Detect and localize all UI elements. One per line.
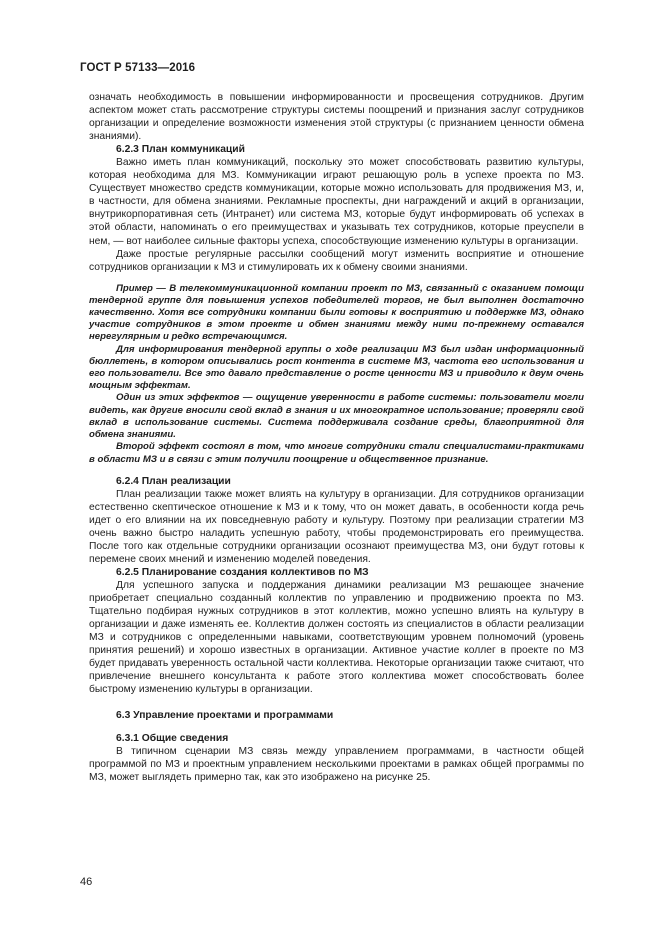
example-paragraph-2: Для информирования тендерной группы о ходе реализации МЗ был издан информационный бюллетень, в котором описывались рост контента в системе МЗ, частота его использования и его пользователи. Все это давало представление о росте ценности МЗ и приводило к двум очень мощным эффектам. (89, 343, 584, 392)
paragraph-implementation-plan: План реализации также может влиять на культуру в организации. Для сотрудников организации естественно скептическое отношение к МЗ и к тому, что он может давать, в особенности когда речь идет о его влиянии на их повседневную работу и культуру. Поэтому при реализации стратегии МЗ очень важно быстро наладить успешную работу, чтобы продемонстрировать его преимущества. После того как отдельные сотрудники организации осознают преимущества МЗ, они будут готовы к перемене своих мнений и изменению моделей поведения. (89, 488, 584, 565)
page-number: 46 (80, 876, 93, 888)
example-paragraph-4: Второй эффект состоял в том, что многие сотрудники стали специалистами-практиками в области МЗ и в связи с этим получили поощрение и общественное признание. (89, 441, 584, 465)
section-heading-6-3-1: 6.3.1 Общие сведения (116, 732, 229, 744)
section-heading-6-2-5: 6.2.5 Планирование создания коллективов по МЗ (116, 567, 369, 579)
document-header: ГОСТ Р 57133—2016 (80, 62, 196, 74)
paragraph-communications-plan: Важно иметь план коммуникаций, поскольку это может способствовать развитию культуры, которая необходима для МЗ. Коммуникации играют решающую роль в успехе проекта по МЗ. Существует множество средств коммуникации, которые можно использовать для продвижения МЗ, и, в частности, для обмена знаниями. Рекламные проспекты, дни награждений и акций в организации, внутрикорпоративная сеть (Интранет) или система МЗ, которые будут информировать об успехах в этой области, напоминать о его преимуществах и указывать тех сотрудников, которые преуспели в нем, — вот наиболее сильные факторы успеха, способствующие изменению культуры в организации. (89, 157, 584, 247)
section-heading-6-2-4: 6.2.4 План реализации (116, 475, 231, 487)
paragraph-team-planning: Для успешного запуска и поддержания динамики реализации МЗ решающее значение приобретает специально созданный коллектив по управлению и продвижению проекта по МЗ. Тщательно подбирая нужных сотрудников в этот коллектив, можно успешно влиять на культуру в организации и даже изменять ее. Коллектив должен состоять из специалистов в области реализации МЗ и сотрудников с определенными навыками, соответствующим уровнем полномочий (уровень принятия решений) и хорошо известных в организации. Активное участие коллег в проекте по МЗ будет придавать уверенность остальной части коллектива. Некоторые организации также считают, что привлечение внешнего консультанта к работе этого коллектива может способствовать более быстрому изменению культуры в организации. (89, 580, 584, 696)
page-content (89, 91, 584, 784)
example-block (89, 283, 584, 466)
section-heading-6-2-3: 6.2.3 План коммуникаций (116, 144, 245, 156)
example-paragraph-3: Один из этих эффектов — ощущение уверенности в работе системы: пользователи могли видеть, как другие вносили свой вклад в знания и их многократное использование; проверяли свой вклад в использование системы. Система поддерживала создание среды, благоприятной для обмена знаниями. (89, 392, 584, 441)
section-heading-6-3: 6.3 Управление проектами и программами (116, 709, 334, 721)
paragraph-general-info: В типичном сценарии МЗ связь между управлением программами, в частности общей программой по МЗ и проектным управлением несколькими проектами в рамках общей программы по МЗ, может выглядеть примерно так, как это изображено на рисунке 25. (89, 745, 584, 783)
paragraph-intro: означать необходимость в повышении информированности и просвещения сотрудников. Другим аспектом может стать рассмотрение структуры системы поощрений и признания заслуг сотрудников организации и определение возможности изменения этой структуры (с признанием ценности обмена знаниями). (89, 92, 584, 143)
example-paragraph-1: Пример — В телекоммуникационной компании проект по МЗ, связанный с оказанием помощи тендерной группе для повышения успехов победителей торгов, не был выполнен достаточно качественно. Хотя все сотрудники компании были готовы к восприятию и поддержке МЗ, однако участие сотрудников в этом проекте и обмен знаниями между ними по-прежнему оставался нерегулярным и редко встречающимся. (89, 282, 584, 343)
paragraph-mailings: Даже простые регулярные рассылки сообщений могут изменить восприятие и отношение сотрудников организации к МЗ и стимулировать их к обмену своими знаниями. (89, 248, 584, 273)
